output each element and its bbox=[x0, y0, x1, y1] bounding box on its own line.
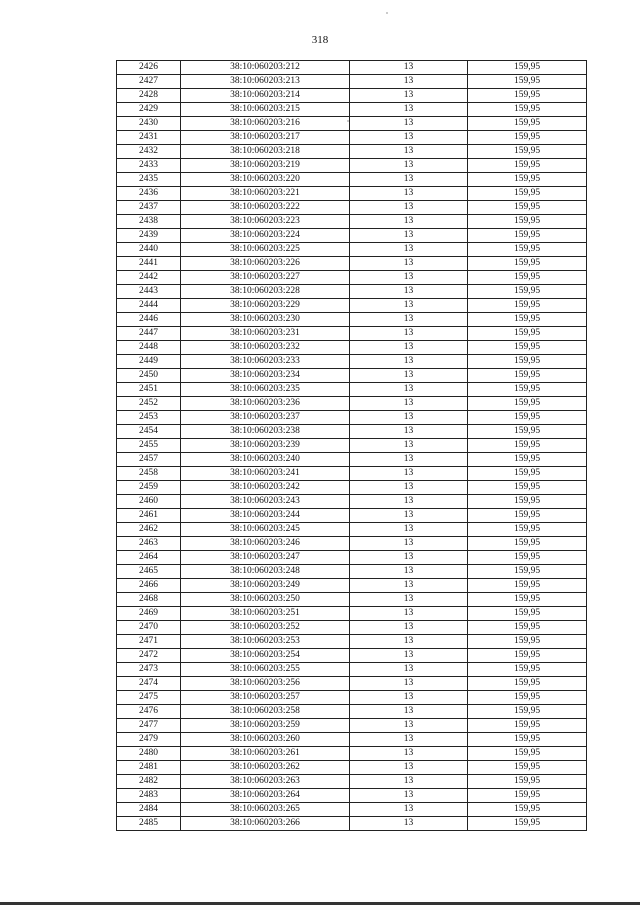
quantity-cell: 13 bbox=[350, 453, 468, 467]
row-number-cell: 2430 bbox=[117, 117, 181, 131]
value-cell: 159,95 bbox=[468, 747, 587, 761]
quantity-cell: 13 bbox=[350, 719, 468, 733]
row-number-cell: 2455 bbox=[117, 439, 181, 453]
value-cell: 159,95 bbox=[468, 215, 587, 229]
table-row bbox=[117, 299, 587, 313]
quantity-cell: 13 bbox=[350, 607, 468, 621]
row-number-cell: 2442 bbox=[117, 271, 181, 285]
row-number-cell: 2469 bbox=[117, 607, 181, 621]
value-cell: 159,95 bbox=[468, 453, 587, 467]
row-number-cell: 2465 bbox=[117, 565, 181, 579]
scan-speck bbox=[386, 12, 388, 14]
row-number-cell: 2459 bbox=[117, 481, 181, 495]
row-number-cell: 2449 bbox=[117, 355, 181, 369]
row-number-cell: 2451 bbox=[117, 383, 181, 397]
quantity-cell: 13 bbox=[350, 173, 468, 187]
value-cell: 159,95 bbox=[468, 495, 587, 509]
table-row bbox=[117, 117, 587, 131]
quantity-cell: 13 bbox=[350, 551, 468, 565]
quantity-cell: 13 bbox=[350, 313, 468, 327]
row-number-cell: 2484 bbox=[117, 803, 181, 817]
cadastral-number-cell: 38:10:060203:245 bbox=[181, 523, 350, 537]
cadastral-number-cell: 38:10:060203:249 bbox=[181, 579, 350, 593]
table-row bbox=[117, 229, 587, 243]
row-number-cell: 2443 bbox=[117, 285, 181, 299]
registry-table bbox=[116, 60, 587, 831]
cadastral-number-cell: 38:10:060203:226 bbox=[181, 257, 350, 271]
row-number-cell: 2462 bbox=[117, 523, 181, 537]
value-cell: 159,95 bbox=[468, 159, 587, 173]
quantity-cell: 13 bbox=[350, 103, 468, 117]
table-row bbox=[117, 635, 587, 649]
table-row bbox=[117, 621, 587, 635]
value-cell: 159,95 bbox=[468, 243, 587, 257]
row-number-cell: 2432 bbox=[117, 145, 181, 159]
row-number-cell: 2474 bbox=[117, 677, 181, 691]
table-row bbox=[117, 187, 587, 201]
cadastral-number-cell: 38:10:060203:265 bbox=[181, 803, 350, 817]
value-cell: 159,95 bbox=[468, 803, 587, 817]
cadastral-number-cell: 38:10:060203:248 bbox=[181, 565, 350, 579]
quantity-cell: 13 bbox=[350, 89, 468, 103]
cadastral-number-cell: 38:10:060203:262 bbox=[181, 761, 350, 775]
quantity-cell: 13 bbox=[350, 299, 468, 313]
table-row bbox=[117, 733, 587, 747]
value-cell: 159,95 bbox=[468, 789, 587, 803]
cadastral-number-cell: 38:10:060203:212 bbox=[181, 61, 350, 75]
quantity-cell: 13 bbox=[350, 411, 468, 425]
value-cell: 159,95 bbox=[468, 621, 587, 635]
value-cell: 159,95 bbox=[468, 565, 587, 579]
cadastral-number-cell: 38:10:060203:234 bbox=[181, 369, 350, 383]
value-cell: 159,95 bbox=[468, 705, 587, 719]
table-row bbox=[117, 173, 587, 187]
value-cell: 159,95 bbox=[468, 509, 587, 523]
value-cell: 159,95 bbox=[468, 761, 587, 775]
quantity-cell: 13 bbox=[350, 187, 468, 201]
cadastral-number-cell: 38:10:060203:236 bbox=[181, 397, 350, 411]
cadastral-number-cell: 38:10:060203:266 bbox=[181, 817, 350, 831]
table-row bbox=[117, 201, 587, 215]
table-row bbox=[117, 243, 587, 257]
table-row bbox=[117, 607, 587, 621]
table-row bbox=[117, 747, 587, 761]
value-cell: 159,95 bbox=[468, 341, 587, 355]
value-cell: 159,95 bbox=[468, 593, 587, 607]
table-row bbox=[117, 537, 587, 551]
quantity-cell: 13 bbox=[350, 341, 468, 355]
quantity-cell: 13 bbox=[350, 747, 468, 761]
row-number-cell: 2439 bbox=[117, 229, 181, 243]
quantity-cell: 13 bbox=[350, 257, 468, 271]
cadastral-number-cell: 38:10:060203:224 bbox=[181, 229, 350, 243]
value-cell: 159,95 bbox=[468, 551, 587, 565]
value-cell: 159,95 bbox=[468, 677, 587, 691]
cadastral-number-cell: 38:10:060203:255 bbox=[181, 663, 350, 677]
cadastral-number-cell: 38:10:060203:217 bbox=[181, 131, 350, 145]
table-row bbox=[117, 257, 587, 271]
row-number-cell: 2477 bbox=[117, 719, 181, 733]
value-cell: 159,95 bbox=[468, 537, 587, 551]
value-cell: 159,95 bbox=[468, 411, 587, 425]
quantity-cell: 13 bbox=[350, 75, 468, 89]
value-cell: 159,95 bbox=[468, 299, 587, 313]
quantity-cell: 13 bbox=[350, 215, 468, 229]
row-number-cell: 2435 bbox=[117, 173, 181, 187]
row-number-cell: 2441 bbox=[117, 257, 181, 271]
quantity-cell: 13 bbox=[350, 439, 468, 453]
value-cell: 159,95 bbox=[468, 103, 587, 117]
value-cell: 159,95 bbox=[468, 607, 587, 621]
row-number-cell: 2450 bbox=[117, 369, 181, 383]
table-row bbox=[117, 761, 587, 775]
quantity-cell: 13 bbox=[350, 705, 468, 719]
table-row bbox=[117, 159, 587, 173]
row-number-cell: 2427 bbox=[117, 75, 181, 89]
cadastral-number-cell: 38:10:060203:246 bbox=[181, 537, 350, 551]
quantity-cell: 13 bbox=[350, 327, 468, 341]
table-row bbox=[117, 817, 587, 831]
registry-table-container bbox=[116, 60, 586, 831]
cadastral-number-cell: 38:10:060203:263 bbox=[181, 775, 350, 789]
cadastral-number-cell: 38:10:060203:260 bbox=[181, 733, 350, 747]
table-row bbox=[117, 145, 587, 159]
table-row bbox=[117, 425, 587, 439]
quantity-cell: 13 bbox=[350, 481, 468, 495]
table-row bbox=[117, 775, 587, 789]
cadastral-number-cell: 38:10:060203:220 bbox=[181, 173, 350, 187]
table-row bbox=[117, 397, 587, 411]
value-cell: 159,95 bbox=[468, 691, 587, 705]
quantity-cell: 13 bbox=[350, 117, 468, 131]
row-number-cell: 2485 bbox=[117, 817, 181, 831]
value-cell: 159,95 bbox=[468, 285, 587, 299]
row-number-cell: 2438 bbox=[117, 215, 181, 229]
value-cell: 159,95 bbox=[468, 425, 587, 439]
quantity-cell: 13 bbox=[350, 201, 468, 215]
cadastral-number-cell: 38:10:060203:219 bbox=[181, 159, 350, 173]
value-cell: 159,95 bbox=[468, 439, 587, 453]
value-cell: 159,95 bbox=[468, 89, 587, 103]
cadastral-number-cell: 38:10:060203:229 bbox=[181, 299, 350, 313]
table-row bbox=[117, 61, 587, 75]
row-number-cell: 2468 bbox=[117, 593, 181, 607]
cadastral-number-cell: 38:10:060203:228 bbox=[181, 285, 350, 299]
value-cell: 159,95 bbox=[468, 327, 587, 341]
value-cell: 159,95 bbox=[468, 313, 587, 327]
row-number-cell: 2481 bbox=[117, 761, 181, 775]
quantity-cell: 13 bbox=[350, 733, 468, 747]
quantity-cell: 13 bbox=[350, 467, 468, 481]
cadastral-number-cell: 38:10:060203:233 bbox=[181, 355, 350, 369]
cadastral-number-cell: 38:10:060203:225 bbox=[181, 243, 350, 257]
quantity-cell: 13 bbox=[350, 593, 468, 607]
table-row bbox=[117, 103, 587, 117]
quantity-cell: 13 bbox=[350, 677, 468, 691]
quantity-cell: 13 bbox=[350, 537, 468, 551]
table-row bbox=[117, 327, 587, 341]
cadastral-number-cell: 38:10:060203:243 bbox=[181, 495, 350, 509]
table-row bbox=[117, 705, 587, 719]
value-cell: 159,95 bbox=[468, 117, 587, 131]
table-row bbox=[117, 481, 587, 495]
quantity-cell: 13 bbox=[350, 565, 468, 579]
quantity-cell: 13 bbox=[350, 285, 468, 299]
row-number-cell: 2471 bbox=[117, 635, 181, 649]
cadastral-number-cell: 38:10:060203:251 bbox=[181, 607, 350, 621]
cadastral-number-cell: 38:10:060203:223 bbox=[181, 215, 350, 229]
value-cell: 159,95 bbox=[468, 397, 587, 411]
quantity-cell: 13 bbox=[350, 817, 468, 831]
cadastral-number-cell: 38:10:060203:240 bbox=[181, 453, 350, 467]
quantity-cell: 13 bbox=[350, 495, 468, 509]
quantity-cell: 13 bbox=[350, 369, 468, 383]
quantity-cell: 13 bbox=[350, 383, 468, 397]
value-cell: 159,95 bbox=[468, 663, 587, 677]
table-row bbox=[117, 495, 587, 509]
quantity-cell: 13 bbox=[350, 131, 468, 145]
quantity-cell: 13 bbox=[350, 229, 468, 243]
value-cell: 159,95 bbox=[468, 817, 587, 831]
row-number-cell: 2458 bbox=[117, 467, 181, 481]
table-row bbox=[117, 341, 587, 355]
value-cell: 159,95 bbox=[468, 61, 587, 75]
value-cell: 159,95 bbox=[468, 733, 587, 747]
cadastral-number-cell: 38:10:060203:214 bbox=[181, 89, 350, 103]
cadastral-number-cell: 38:10:060203:247 bbox=[181, 551, 350, 565]
table-row bbox=[117, 215, 587, 229]
quantity-cell: 13 bbox=[350, 355, 468, 369]
cadastral-number-cell: 38:10:060203:259 bbox=[181, 719, 350, 733]
table-row bbox=[117, 677, 587, 691]
row-number-cell: 2433 bbox=[117, 159, 181, 173]
quantity-cell: 13 bbox=[350, 761, 468, 775]
cadastral-number-cell: 38:10:060203:222 bbox=[181, 201, 350, 215]
cadastral-number-cell: 38:10:060203:215 bbox=[181, 103, 350, 117]
cadastral-number-cell: 38:10:060203:221 bbox=[181, 187, 350, 201]
quantity-cell: 13 bbox=[350, 663, 468, 677]
table-row bbox=[117, 383, 587, 397]
cadastral-number-cell: 38:10:060203:232 bbox=[181, 341, 350, 355]
value-cell: 159,95 bbox=[468, 145, 587, 159]
quantity-cell: 13 bbox=[350, 61, 468, 75]
table-row bbox=[117, 719, 587, 733]
cadastral-number-cell: 38:10:060203:256 bbox=[181, 677, 350, 691]
registry-table-body bbox=[117, 61, 587, 831]
cadastral-number-cell: 38:10:060203:239 bbox=[181, 439, 350, 453]
table-row bbox=[117, 75, 587, 89]
quantity-cell: 13 bbox=[350, 397, 468, 411]
value-cell: 159,95 bbox=[468, 719, 587, 733]
value-cell: 159,95 bbox=[468, 355, 587, 369]
table-row bbox=[117, 271, 587, 285]
row-number-cell: 2431 bbox=[117, 131, 181, 145]
quantity-cell: 13 bbox=[350, 803, 468, 817]
cadastral-number-cell: 38:10:060203:254 bbox=[181, 649, 350, 663]
row-number-cell: 2483 bbox=[117, 789, 181, 803]
value-cell: 159,95 bbox=[468, 635, 587, 649]
value-cell: 159,95 bbox=[468, 649, 587, 663]
cadastral-number-cell: 38:10:060203:253 bbox=[181, 635, 350, 649]
cadastral-number-cell: 38:10:060203:241 bbox=[181, 467, 350, 481]
table-row bbox=[117, 89, 587, 103]
row-number-cell: 2479 bbox=[117, 733, 181, 747]
table-row bbox=[117, 565, 587, 579]
cadastral-number-cell: 38:10:060203:231 bbox=[181, 327, 350, 341]
value-cell: 159,95 bbox=[468, 229, 587, 243]
row-number-cell: 2444 bbox=[117, 299, 181, 313]
cadastral-number-cell: 38:10:060203:216 bbox=[181, 117, 350, 131]
quantity-cell: 13 bbox=[350, 425, 468, 439]
table-row bbox=[117, 803, 587, 817]
table-row bbox=[117, 593, 587, 607]
row-number-cell: 2466 bbox=[117, 579, 181, 593]
row-number-cell: 2429 bbox=[117, 103, 181, 117]
cadastral-number-cell: 38:10:060203:237 bbox=[181, 411, 350, 425]
cadastral-number-cell: 38:10:060203:252 bbox=[181, 621, 350, 635]
quantity-cell: 13 bbox=[350, 635, 468, 649]
row-number-cell: 2454 bbox=[117, 425, 181, 439]
table-row bbox=[117, 649, 587, 663]
cadastral-number-cell: 38:10:060203:213 bbox=[181, 75, 350, 89]
value-cell: 159,95 bbox=[468, 579, 587, 593]
quantity-cell: 13 bbox=[350, 509, 468, 523]
value-cell: 159,95 bbox=[468, 75, 587, 89]
table-row bbox=[117, 691, 587, 705]
cadastral-number-cell: 38:10:060203:218 bbox=[181, 145, 350, 159]
table-row bbox=[117, 285, 587, 299]
cadastral-number-cell: 38:10:060203:264 bbox=[181, 789, 350, 803]
table-row bbox=[117, 453, 587, 467]
quantity-cell: 13 bbox=[350, 523, 468, 537]
quantity-cell: 13 bbox=[350, 775, 468, 789]
table-row bbox=[117, 439, 587, 453]
row-number-cell: 2482 bbox=[117, 775, 181, 789]
quantity-cell: 13 bbox=[350, 145, 468, 159]
value-cell: 159,95 bbox=[468, 173, 587, 187]
quantity-cell: 13 bbox=[350, 159, 468, 173]
row-number-cell: 2426 bbox=[117, 61, 181, 75]
row-number-cell: 2440 bbox=[117, 243, 181, 257]
value-cell: 159,95 bbox=[468, 775, 587, 789]
table-row bbox=[117, 411, 587, 425]
row-number-cell: 2436 bbox=[117, 187, 181, 201]
value-cell: 159,95 bbox=[468, 369, 587, 383]
cadastral-number-cell: 38:10:060203:257 bbox=[181, 691, 350, 705]
table-row bbox=[117, 663, 587, 677]
row-number-cell: 2473 bbox=[117, 663, 181, 677]
quantity-cell: 13 bbox=[350, 789, 468, 803]
table-row bbox=[117, 551, 587, 565]
row-number-cell: 2446 bbox=[117, 313, 181, 327]
cadastral-number-cell: 38:10:060203:238 bbox=[181, 425, 350, 439]
table-row bbox=[117, 523, 587, 537]
cadastral-number-cell: 38:10:060203:250 bbox=[181, 593, 350, 607]
row-number-cell: 2472 bbox=[117, 649, 181, 663]
table-row bbox=[117, 467, 587, 481]
row-number-cell: 2476 bbox=[117, 705, 181, 719]
value-cell: 159,95 bbox=[468, 383, 587, 397]
row-number-cell: 2480 bbox=[117, 747, 181, 761]
table-row bbox=[117, 789, 587, 803]
quantity-cell: 13 bbox=[350, 691, 468, 705]
value-cell: 159,95 bbox=[468, 481, 587, 495]
table-row bbox=[117, 509, 587, 523]
table-row bbox=[117, 579, 587, 593]
value-cell: 159,95 bbox=[468, 131, 587, 145]
quantity-cell: 13 bbox=[350, 579, 468, 593]
row-number-cell: 2453 bbox=[117, 411, 181, 425]
quantity-cell: 13 bbox=[350, 621, 468, 635]
cadastral-number-cell: 38:10:060203:230 bbox=[181, 313, 350, 327]
table-row bbox=[117, 131, 587, 145]
cadastral-number-cell: 38:10:060203:261 bbox=[181, 747, 350, 761]
row-number-cell: 2463 bbox=[117, 537, 181, 551]
quantity-cell: 13 bbox=[350, 271, 468, 285]
value-cell: 159,95 bbox=[468, 467, 587, 481]
value-cell: 159,95 bbox=[468, 271, 587, 285]
row-number-cell: 2470 bbox=[117, 621, 181, 635]
value-cell: 159,95 bbox=[468, 201, 587, 215]
row-number-cell: 2447 bbox=[117, 327, 181, 341]
cadastral-number-cell: 38:10:060203:258 bbox=[181, 705, 350, 719]
row-number-cell: 2461 bbox=[117, 509, 181, 523]
table-row bbox=[117, 369, 587, 383]
value-cell: 159,95 bbox=[468, 187, 587, 201]
row-number-cell: 2437 bbox=[117, 201, 181, 215]
page-number: 318 bbox=[311, 34, 329, 46]
row-number-cell: 2428 bbox=[117, 89, 181, 103]
row-number-cell: 2460 bbox=[117, 495, 181, 509]
cadastral-number-cell: 38:10:060203:242 bbox=[181, 481, 350, 495]
row-number-cell: 2448 bbox=[117, 341, 181, 355]
row-number-cell: 2457 bbox=[117, 453, 181, 467]
quantity-cell: 13 bbox=[350, 649, 468, 663]
row-number-cell: 2475 bbox=[117, 691, 181, 705]
value-cell: 159,95 bbox=[468, 257, 587, 271]
value-cell: 159,95 bbox=[468, 523, 587, 537]
cadastral-number-cell: 38:10:060203:227 bbox=[181, 271, 350, 285]
table-row bbox=[117, 313, 587, 327]
quantity-cell: 13 bbox=[350, 243, 468, 257]
cadastral-number-cell: 38:10:060203:244 bbox=[181, 509, 350, 523]
row-number-cell: 2464 bbox=[117, 551, 181, 565]
cadastral-number-cell: 38:10:060203:235 bbox=[181, 383, 350, 397]
table-row bbox=[117, 355, 587, 369]
row-number-cell: 2452 bbox=[117, 397, 181, 411]
